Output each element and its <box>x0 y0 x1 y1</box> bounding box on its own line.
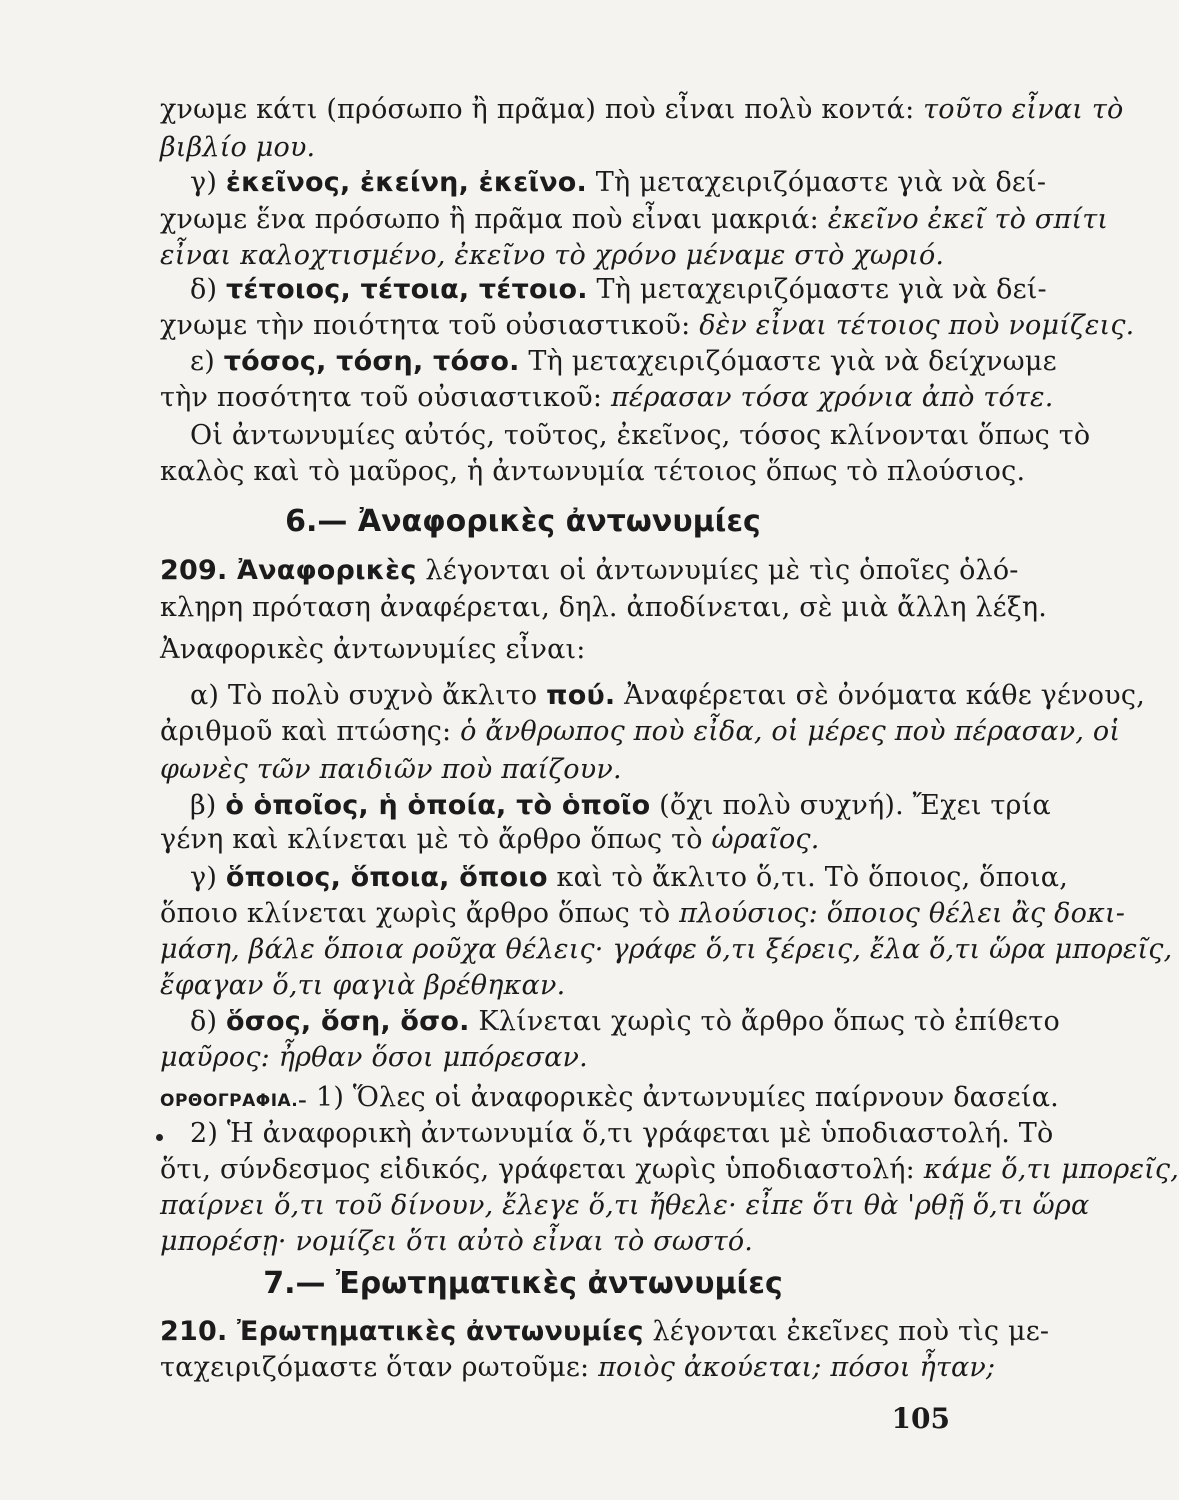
text: Οἱ ἀντωνυμίες <box>190 420 405 451</box>
text: κληρη πρόταση ἀναφέρεται, δηλ. ἀποδίνεται, σὲ μιὰ ἄλλη λέξη. <box>160 592 1048 623</box>
text-line <box>160 1080 1059 1119</box>
example-text: φωνὲς τῶν παιδιῶν ποὺ παίζουν. <box>160 754 622 785</box>
item-marker: δ) <box>190 1006 226 1037</box>
page-number: 105 <box>891 1402 950 1435</box>
text: Ἀναφορικὲς ἀντωνυμίες εἶναι: <box>160 634 586 665</box>
example-text: ἔφαγαν ὅ,τι φαγιὰ βρέθηκαν. <box>160 970 566 1001</box>
text-line <box>160 92 1124 128</box>
text-line <box>160 932 1173 968</box>
text-line <box>160 752 940 788</box>
pronoun-forms: τέτοιος, τέτοια, τέτοιο. <box>225 274 588 305</box>
text-line <box>190 678 1145 714</box>
example-text: πλούσιος: ὅποιος θέλει ἂς δοκι- <box>679 898 1126 929</box>
text: 1) Ὅλες οἱ ἀναφορικὲς ἀντωνυμίες παίρνουν δασεία. <box>307 1082 1059 1113</box>
text: Τὴ μεταχειριζόμαστε γιὰ νὰ δείχνωμε <box>519 346 1057 377</box>
text-line <box>190 1116 1054 1152</box>
text: καὶ τὸ ἄκλιτο ὅ,τι. Τὸ ὅποιος, ὅποια, <box>547 862 1068 893</box>
text: (ὄχι πολὺ συχνή). Ἔχει τρία <box>650 790 1051 821</box>
text: Κλίνεται χωρὶς τὸ ἄρθρο ὅπως τὸ ἐπίθετο <box>469 1006 1060 1037</box>
text-line <box>190 344 1057 380</box>
text: Τὴ μεταχειριζόμαστε γιὰ νὰ δεί- <box>587 167 1047 198</box>
text-line <box>160 308 1135 344</box>
text: χνωμε ἕνα πρόσωπο ἢ πρᾶμα ποὺ εἶναι μακριά: <box>160 204 828 235</box>
pronoun-forms: πού. <box>546 680 616 711</box>
example-text: βιβλίο μου. <box>160 132 316 163</box>
text: γένη καὶ κλίνεται μὲ τὸ ἄρθρο ὅπως τὸ <box>160 824 712 855</box>
example-text: μαῦρος: ἦρθαν ὅσοι μπόρεσαν. <box>160 1042 588 1073</box>
example-text: κάμε ὅ,τι μπορεῖς, <box>923 1154 1179 1185</box>
text-line <box>160 1040 940 1076</box>
text-line <box>190 165 1047 201</box>
text: χνωμε κάτι (πρόσωπο ἢ πρᾶμα) ποὺ εἶναι πολὺ κοντά: <box>160 94 924 125</box>
text-line <box>160 968 940 1004</box>
text-line <box>160 238 945 274</box>
item-marker: γ) <box>190 862 226 893</box>
text-line <box>160 1350 996 1386</box>
text: α) Τὸ πολὺ συχνὸ ἄκλιτο <box>190 680 547 711</box>
item-marker: δ) <box>190 274 226 305</box>
text-line <box>190 788 1051 824</box>
text: 2) Ἡ ἀναφορικὴ ἀντωνυμία ὅ,τι γράφεται μὲ ὑποδιαστολή. Τὸ <box>190 1118 1054 1149</box>
text: ὅποιο κλίνεται χωρὶς ἄρθρο ὅπως τὸ <box>160 898 680 929</box>
text-line <box>190 1004 1060 1040</box>
text: λέγονται οἱ ἀντωνυμίες μὲ τὶς ὁποῖες ὁλό- <box>416 555 1019 586</box>
pronoun-forms: ὁ ὁποῖος, ἡ ὁποία, τὸ ὁποῖο <box>225 790 651 821</box>
pronoun-forms: ἐκεῖνος, ἐκείνη, ἐκεῖνο. <box>225 167 588 198</box>
text-line <box>190 418 1091 454</box>
example-text: μπορέσῃ· νομίζει ὅτι αὐτὸ εἶναι τὸ σωστό. <box>160 1226 754 1257</box>
item-marker: γ) <box>190 167 226 198</box>
paragraph-number-term: 209. Ἀναφορικὲς <box>160 555 417 586</box>
section-heading-6: 6.— Ἀναφορικὲς ἀντωνυμίες <box>285 504 761 539</box>
text-line <box>160 632 940 668</box>
text: Τὴ μεταχειριζόμαστε γιὰ νὰ δεί- <box>587 274 1047 305</box>
text: λέγονται ἐκεῖνες ποὺ τὶς με- <box>643 1316 1050 1347</box>
example-text: εἶναι καλοχτισμένο, ἐκεῖνο τὸ χρόνο μέναμε στὸ χωριό. <box>160 240 945 271</box>
paragraph-number-term: 210. Ἐρωτηματικὲς ἀντωνυμίες <box>160 1316 644 1347</box>
text-line <box>160 1314 1050 1350</box>
pronoun-forms: τόσος, τόση, τόσο. <box>223 346 520 377</box>
text-line <box>160 1188 1090 1224</box>
example-text: ὡραῖος. <box>711 824 820 855</box>
text: χνωμε τὴν ποιότητα τοῦ οὐσιαστικοῦ: <box>160 310 700 341</box>
example-text: ἐκεῖνο ἐκεῖ τὸ σπίτι <box>827 204 1109 235</box>
example-text: δὲν εἶναι τέτοιος ποὺ νομίζεις. <box>699 310 1135 341</box>
example-text: παίρνει ὅ,τι τοῦ δίνουν, ἔλεγε ὅ,τι ἤθελε· εἶπε ὅτι θὰ 'ρθῇ ὅ,τι ὥρα <box>160 1190 1090 1221</box>
text-line <box>160 202 1109 238</box>
orthography-label: ΟΡΘΟΓΡΑΦΙΑ.– <box>160 1091 308 1111</box>
text-line <box>190 860 1068 896</box>
text-line <box>160 822 940 858</box>
text: καλὸς καὶ τὸ μαῦρος, ἡ ἀντωνυμία τέτοιος ὅπως τὸ πλούσιος. <box>160 456 1026 487</box>
text: ὅτι, σύνδεσμος εἰδικός, γράφεται χωρὶς ὑποδιαστολή: <box>160 1154 924 1185</box>
text-line <box>160 553 1019 589</box>
item-marker: β) <box>190 790 226 821</box>
pronoun-forms: ὅποιος, ὅποια, ὅποιο <box>225 862 548 893</box>
example-text: τοῦτο εἶναι τὸ <box>923 94 1124 125</box>
text-line <box>160 896 1126 932</box>
text-line <box>160 714 1121 750</box>
text-line <box>160 454 1026 490</box>
text-line <box>190 272 1047 308</box>
text-line <box>160 130 940 166</box>
item-marker: ε) <box>190 346 224 377</box>
bullet-dot <box>156 1134 163 1141</box>
text: ταχειριζόμαστε ὅταν ρωτοῦμε: <box>160 1352 599 1383</box>
text: αὐτός, τοῦτος, ἐκεῖνος, τόσος κλίνονται ὅπως τὸ <box>404 420 1091 451</box>
text-line <box>160 1152 1179 1188</box>
example-text: ὁ ἄνθρωπος ποὺ εἶδα, οἱ μέρες ποὺ πέρασαν, οἱ <box>460 716 1121 747</box>
text-line <box>160 1224 940 1260</box>
example-text: πέρασαν τόσα χρόνια ἀπὸ τότε. <box>610 382 1054 413</box>
example-text: μάση, βάλε ὅποια ροῦχα θέλεις· γράφε ὅ,τι ξέρεις, ἔλα ὅ,τι ὥρα μπορεῖς, <box>160 934 1173 965</box>
pronoun-forms: ὅσος, ὅση, ὅσο. <box>225 1006 470 1037</box>
text: Ἀναφέρεται σὲ ὀνόματα κάθε γένους, <box>615 680 1145 711</box>
example-text: ποιὸς ἀκούεται; πόσοι ἦταν; <box>598 1352 996 1383</box>
text-line <box>160 380 1054 416</box>
section-heading-7: 7.— Ἐρωτηματικὲς ἀντωνυμίες <box>263 1266 783 1301</box>
text: τὴν ποσότητα τοῦ οὐσιαστικοῦ: <box>160 382 611 413</box>
text: ἀριθμοῦ καὶ πτώσης: <box>160 716 461 747</box>
text-line <box>160 590 1048 626</box>
